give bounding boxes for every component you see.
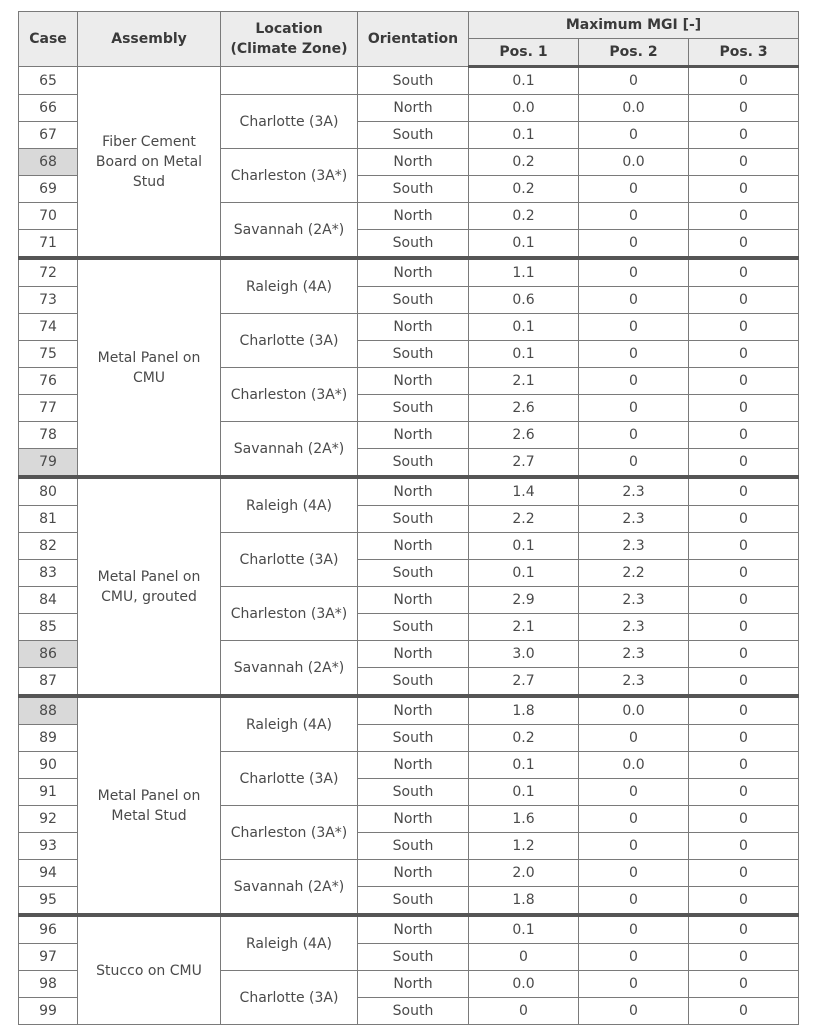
pos3-cell: 0	[689, 176, 799, 203]
orientation-cell: South	[358, 725, 469, 752]
case-cell: 70	[19, 203, 78, 230]
pos3-cell: 0	[689, 915, 799, 944]
assembly-cell: Metal Panel on Metal Stud	[78, 696, 221, 915]
pos2-cell: 2.3	[579, 587, 689, 614]
table-header	[19, 12, 799, 67]
pos1-cell: 0.1	[469, 915, 579, 944]
orientation-cell: South	[358, 998, 469, 1025]
pos1-cell: 0.1	[469, 230, 579, 259]
case-cell: 94	[19, 860, 78, 887]
pos2-cell: 2.3	[579, 533, 689, 560]
case-cell: 92	[19, 806, 78, 833]
orientation-cell: North	[358, 915, 469, 944]
pos3-cell: 0	[689, 477, 799, 506]
orientation-cell: South	[358, 449, 469, 478]
table-row	[19, 696, 799, 725]
location-cell: Charleston (3A*)	[221, 149, 358, 203]
pos1-cell: 0.1	[469, 67, 579, 95]
case-cell: 79	[19, 449, 78, 478]
orientation-cell: North	[358, 860, 469, 887]
orientation-cell: North	[358, 641, 469, 668]
orientation-cell: North	[358, 258, 469, 287]
header-pos1: Pos. 1	[469, 39, 579, 67]
pos3-cell: 0	[689, 341, 799, 368]
table-row	[19, 915, 799, 944]
case-cell: 98	[19, 971, 78, 998]
case-cell: 66	[19, 95, 78, 122]
case-cell: 77	[19, 395, 78, 422]
pos2-cell: 0	[579, 258, 689, 287]
pos3-cell: 0	[689, 779, 799, 806]
pos1-cell: 3.0	[469, 641, 579, 668]
header-assembly: Assembly	[78, 12, 221, 67]
table-row	[19, 258, 799, 287]
location-cell: Charleston (3A*)	[221, 806, 358, 860]
pos1-cell: 2.2	[469, 506, 579, 533]
pos1-cell: 2.7	[469, 668, 579, 697]
orientation-cell: South	[358, 341, 469, 368]
case-cell: 67	[19, 122, 78, 149]
pos2-cell: 0	[579, 176, 689, 203]
pos1-cell: 0.2	[469, 725, 579, 752]
pos1-cell: 0.6	[469, 287, 579, 314]
pos3-cell: 0	[689, 887, 799, 916]
case-cell: 97	[19, 944, 78, 971]
case-cell: 82	[19, 533, 78, 560]
pos3-cell: 0	[689, 95, 799, 122]
pos1-cell: 0.1	[469, 779, 579, 806]
pos3-cell: 0	[689, 149, 799, 176]
pos1-cell: 1.6	[469, 806, 579, 833]
pos1-cell: 0.1	[469, 560, 579, 587]
pos2-cell: 0	[579, 779, 689, 806]
case-cell: 86	[19, 641, 78, 668]
case-cell: 88	[19, 696, 78, 725]
pos1-cell: 0	[469, 944, 579, 971]
pos2-cell: 0	[579, 314, 689, 341]
orientation-cell: South	[358, 122, 469, 149]
pos1-cell: 2.6	[469, 422, 579, 449]
pos3-cell: 0	[689, 668, 799, 697]
pos2-cell: 0	[579, 230, 689, 259]
location-cell: Charleston (3A*)	[221, 587, 358, 641]
pos1-cell: 0.0	[469, 971, 579, 998]
header-orientation: Orientation	[358, 12, 469, 67]
pos2-cell: 0	[579, 449, 689, 478]
pos3-cell: 0	[689, 258, 799, 287]
location-cell: Savannah (2A*)	[221, 203, 358, 259]
case-cell: 72	[19, 258, 78, 287]
pos1-cell: 1.8	[469, 887, 579, 916]
pos2-cell: 0	[579, 341, 689, 368]
orientation-cell: North	[358, 696, 469, 725]
pos2-cell: 0	[579, 806, 689, 833]
pos1-cell: 1.8	[469, 696, 579, 725]
case-cell: 99	[19, 998, 78, 1025]
case-cell: 89	[19, 725, 78, 752]
assembly-cell: Stucco on CMU	[78, 915, 221, 1025]
location-cell: Charlotte (3A)	[221, 533, 358, 587]
orientation-cell: North	[358, 95, 469, 122]
orientation-cell: North	[358, 203, 469, 230]
pos2-cell: 0	[579, 944, 689, 971]
pos3-cell: 0	[689, 422, 799, 449]
pos2-cell: 0	[579, 860, 689, 887]
pos1-cell: 2.7	[469, 449, 579, 478]
pos3-cell: 0	[689, 641, 799, 668]
pos3-cell: 0	[689, 614, 799, 641]
pos2-cell: 2.3	[579, 614, 689, 641]
location-cell: Raleigh (4A)	[221, 915, 358, 971]
pos2-cell: 0.0	[579, 752, 689, 779]
pos1-cell: 0.1	[469, 122, 579, 149]
header-location-line2: (Climate Zone)	[230, 41, 348, 57]
location-cell: Charlotte (3A)	[221, 95, 358, 149]
pos3-cell: 0	[689, 287, 799, 314]
pos2-cell: 0	[579, 915, 689, 944]
case-cell: 81	[19, 506, 78, 533]
case-cell: 85	[19, 614, 78, 641]
pos2-cell: 0	[579, 203, 689, 230]
pos3-cell: 0	[689, 806, 799, 833]
location-cell	[221, 67, 358, 95]
header-max-mgi: Maximum MGI [-]	[469, 12, 799, 39]
orientation-cell: North	[358, 368, 469, 395]
header-location-line1: Location	[255, 21, 323, 37]
orientation-cell: North	[358, 477, 469, 506]
mgi-results-table	[18, 11, 799, 1025]
case-cell: 75	[19, 341, 78, 368]
pos1-cell: 1.4	[469, 477, 579, 506]
pos3-cell: 0	[689, 971, 799, 998]
assembly-cell: Metal Panel on CMU	[78, 258, 221, 477]
pos1-cell: 0.0	[469, 95, 579, 122]
location-cell: Raleigh (4A)	[221, 696, 358, 752]
header-case: Case	[19, 12, 78, 67]
case-cell: 80	[19, 477, 78, 506]
location-cell: Charlotte (3A)	[221, 752, 358, 806]
orientation-cell: South	[358, 176, 469, 203]
orientation-cell: South	[358, 944, 469, 971]
pos3-cell: 0	[689, 560, 799, 587]
pos1-cell: 0.1	[469, 752, 579, 779]
table-row	[19, 477, 799, 506]
case-cell: 65	[19, 67, 78, 95]
header-pos2: Pos. 2	[579, 39, 689, 67]
table-row	[19, 67, 799, 95]
case-cell: 95	[19, 887, 78, 916]
pos2-cell: 0.0	[579, 95, 689, 122]
pos3-cell: 0	[689, 314, 799, 341]
location-cell: Savannah (2A*)	[221, 641, 358, 697]
orientation-cell: North	[358, 752, 469, 779]
pos2-cell: 0	[579, 998, 689, 1025]
case-cell: 68	[19, 149, 78, 176]
location-cell: Raleigh (4A)	[221, 258, 358, 314]
case-cell: 73	[19, 287, 78, 314]
pos1-cell: 0.2	[469, 149, 579, 176]
location-cell: Charlotte (3A)	[221, 971, 358, 1025]
pos2-cell: 0	[579, 368, 689, 395]
pos2-cell: 0	[579, 422, 689, 449]
pos3-cell: 0	[689, 696, 799, 725]
pos3-cell: 0	[689, 449, 799, 478]
pos1-cell: 0.1	[469, 314, 579, 341]
orientation-cell: North	[358, 314, 469, 341]
pos3-cell: 0	[689, 368, 799, 395]
case-cell: 74	[19, 314, 78, 341]
pos3-cell: 0	[689, 203, 799, 230]
orientation-cell: North	[358, 587, 469, 614]
pos1-cell: 0	[469, 998, 579, 1025]
pos2-cell: 0.0	[579, 696, 689, 725]
header-pos3: Pos. 3	[689, 39, 799, 67]
orientation-cell: South	[358, 287, 469, 314]
pos2-cell: 0.0	[579, 149, 689, 176]
pos1-cell: 0.2	[469, 176, 579, 203]
location-cell: Raleigh (4A)	[221, 477, 358, 533]
location-cell: Savannah (2A*)	[221, 860, 358, 916]
orientation-cell: North	[358, 806, 469, 833]
case-cell: 71	[19, 230, 78, 259]
pos3-cell: 0	[689, 230, 799, 259]
pos2-cell: 2.3	[579, 668, 689, 697]
case-cell: 69	[19, 176, 78, 203]
location-cell: Charleston (3A*)	[221, 368, 358, 422]
pos1-cell: 2.1	[469, 368, 579, 395]
orientation-cell: South	[358, 506, 469, 533]
orientation-cell: North	[358, 971, 469, 998]
assembly-cell: Metal Panel on CMU, grouted	[78, 477, 221, 696]
orientation-cell: South	[358, 833, 469, 860]
pos2-cell: 0	[579, 395, 689, 422]
pos2-cell: 0	[579, 887, 689, 916]
pos3-cell: 0	[689, 67, 799, 95]
pos3-cell: 0	[689, 860, 799, 887]
orientation-cell: South	[358, 395, 469, 422]
pos3-cell: 0	[689, 944, 799, 971]
pos1-cell: 0.1	[469, 341, 579, 368]
pos2-cell: 0	[579, 833, 689, 860]
case-cell: 90	[19, 752, 78, 779]
orientation-cell: South	[358, 668, 469, 697]
case-cell: 96	[19, 915, 78, 944]
pos2-cell: 0	[579, 67, 689, 95]
orientation-cell: South	[358, 887, 469, 916]
pos2-cell: 2.3	[579, 506, 689, 533]
case-cell: 76	[19, 368, 78, 395]
orientation-cell: North	[358, 149, 469, 176]
pos1-cell: 1.2	[469, 833, 579, 860]
pos1-cell: 0.2	[469, 203, 579, 230]
pos1-cell: 1.1	[469, 258, 579, 287]
pos2-cell: 0	[579, 971, 689, 998]
table-body	[19, 67, 799, 1025]
case-cell: 84	[19, 587, 78, 614]
case-cell: 83	[19, 560, 78, 587]
pos1-cell: 2.6	[469, 395, 579, 422]
case-cell: 93	[19, 833, 78, 860]
pos1-cell: 0.1	[469, 533, 579, 560]
orientation-cell: South	[358, 67, 469, 95]
orientation-cell: South	[358, 560, 469, 587]
pos3-cell: 0	[689, 998, 799, 1025]
orientation-cell: North	[358, 533, 469, 560]
pos1-cell: 2.1	[469, 614, 579, 641]
assembly-cell: Fiber Cement Board on Metal Stud	[78, 67, 221, 259]
pos3-cell: 0	[689, 725, 799, 752]
pos2-cell: 0	[579, 725, 689, 752]
pos2-cell: 2.3	[579, 641, 689, 668]
pos2-cell: 0	[579, 287, 689, 314]
case-cell: 87	[19, 668, 78, 697]
location-cell: Savannah (2A*)	[221, 422, 358, 478]
header-location	[221, 12, 358, 67]
pos3-cell: 0	[689, 122, 799, 149]
case-cell: 91	[19, 779, 78, 806]
pos3-cell: 0	[689, 752, 799, 779]
pos3-cell: 0	[689, 533, 799, 560]
pos1-cell: 2.9	[469, 587, 579, 614]
case-cell: 78	[19, 422, 78, 449]
orientation-cell: South	[358, 779, 469, 806]
pos3-cell: 0	[689, 395, 799, 422]
pos3-cell: 0	[689, 833, 799, 860]
location-cell: Charlotte (3A)	[221, 314, 358, 368]
pos1-cell: 2.0	[469, 860, 579, 887]
pos2-cell: 2.3	[579, 477, 689, 506]
pos3-cell: 0	[689, 506, 799, 533]
pos2-cell: 2.2	[579, 560, 689, 587]
pos2-cell: 0	[579, 122, 689, 149]
orientation-cell: South	[358, 230, 469, 259]
orientation-cell: North	[358, 422, 469, 449]
orientation-cell: South	[358, 614, 469, 641]
pos3-cell: 0	[689, 587, 799, 614]
